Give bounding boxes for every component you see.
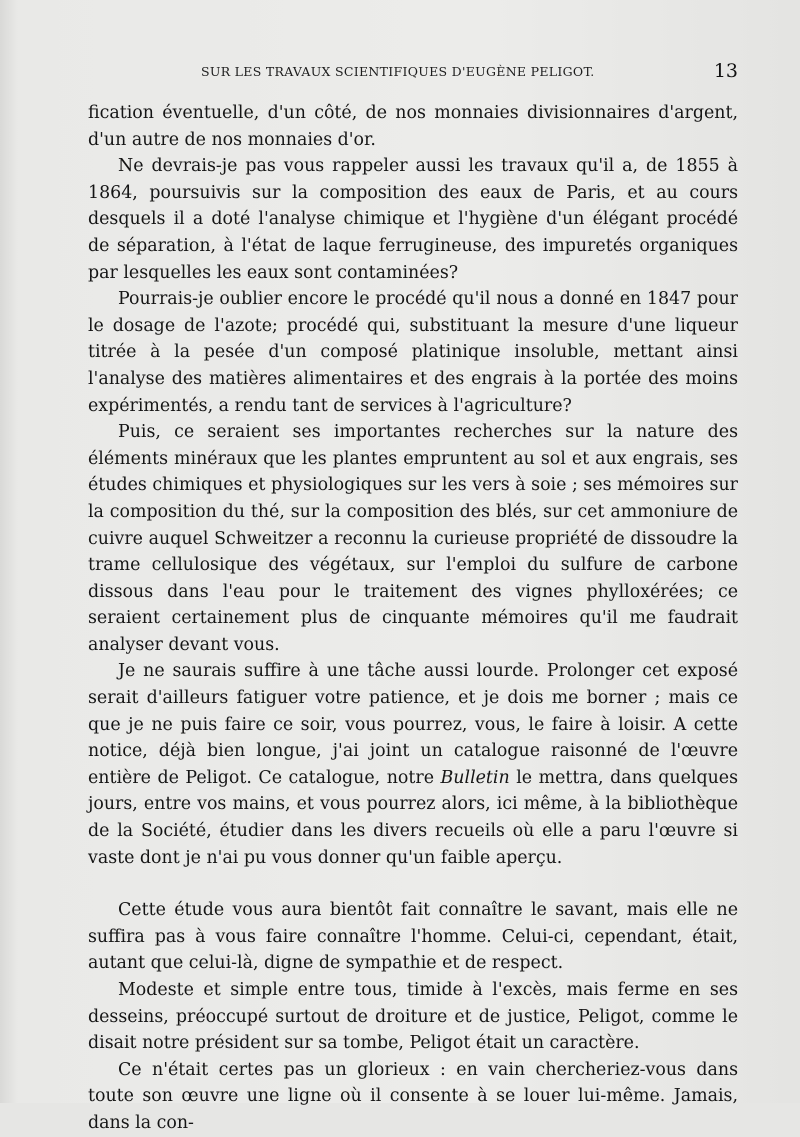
running-header — [88, 62, 738, 82]
paragraph-catalogue-part-1: Je ne saurais suffire à une tâche aussi lourde. Prolonger cet exposé serait d'ailleurs fatiguer votre patience, et je dois me borner ; mais ce que je ne puis faire ce soir, vous pourrez, vous, le faire à loisir. A cette notice, déjà bien longue, j'ai joint un catalogue raisonné de l'œuvre entière de Peligot. Ce catalogue, notre — [88, 661, 738, 788]
paragraph-modeste: Modeste et simple entre tous, timide à l'excès, mais ferme en ses desseins, préoccupé surtout de droiture et de justice, Peligot, comme le disait notre président sur sa tombe, Peligot était un caractère. — [88, 980, 738, 1054]
paragraph-glorieux: Ce n'était certes pas un glorieux : en vain chercheriez-vous dans toute son œuvre une ligne où il consente à se louer lui-même. Jamais, dans la con- — [88, 1059, 738, 1133]
bulletin-title: Bulletin — [440, 767, 510, 788]
paragraph-eaux-de-paris: Ne devrais-je pas vous rappeler aussi les travaux qu'il a, de 1855 à 1864, poursuivis sur la composition des eaux de Paris, et au cours desquels il a doté l'analyse chimique et l'hygiène d'un élégant procédé de séparation, à l'état de laque ferrugineuse, des impuretés organiques par lesquelles les eaux sont contaminées? — [88, 156, 738, 283]
paragraph-continuation: fication éventuelle, d'un côté, de nos monnaies divisionnaires d'argent, d'un autre de nos monnaies d'or. — [88, 103, 738, 150]
body-text — [88, 100, 738, 1137]
page-number: 13 — [713, 60, 738, 82]
paragraph-savant-homme: Cette étude vous aura bientôt fait connaître le savant, mais elle ne suffira pas à vous faire connaître l'homme. Celui-ci, cependant, était, autant que celui-là, digne de sympathie et de respect. — [88, 900, 738, 974]
running-title: SUR LES TRAVAUX SCIENTIFIQUES D'EUGÈNE PELIGOT. — [201, 64, 595, 79]
paragraph-catalogue-part-2: le mettra, dans quelques jours, entre vos mains, et vous pourrez alors, ici même, à la bibliothèque de la Société, étudier dans les divers recueils où elle a paru l'œuvre si vaste dont je n'ai pu vous donner qu'un faible aperçu. — [88, 767, 739, 868]
paragraph-dosage-azote: Pourrais-je oublier encore le procédé qu'il nous a donné en 1847 pour le dosage de l'azote; procédé qui, substituant la mesure d'une liqueur titrée à la pesée d'un composé platinique insoluble, mettant ainsi l'analyse des matières alimentaires et des engrais à la portée des moins expérimentés, a rendu tant de services à l'agriculture? — [88, 289, 738, 416]
paragraph-recherches: Puis, ce seraient ses importantes recherches sur la nature des éléments minéraux que les plantes empruntent au sol et aux engrais, ses études chimiques et physiologiques sur les vers à soie ; ses mémoires sur la composition du thé, sur la composition des blés, sur cet ammoniure de cuivre auquel Schweitzer a reconnu la curieuse propriété de dissoudre la trame cellulosique des végétaux, sur l'emploi du sulfure de carbone dissous dans l'eau pour le traitement des vignes phylloxérées; ce seraient certainement plus de cinquante mémoires qu'il me faudrait analyser devant vous. — [88, 422, 738, 655]
paragraph-catalogue — [88, 658, 738, 871]
